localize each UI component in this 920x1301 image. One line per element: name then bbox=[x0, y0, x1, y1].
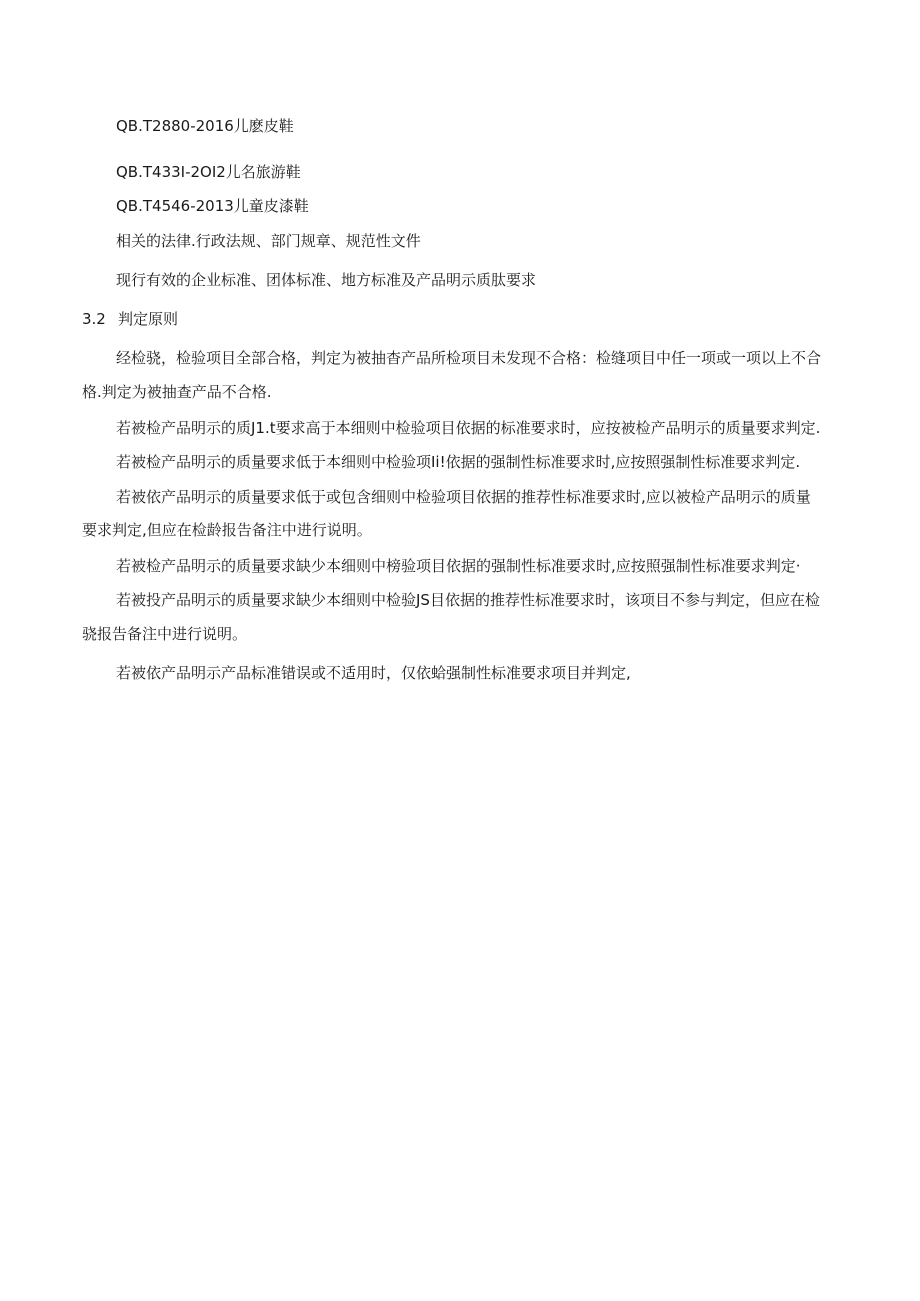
section-number: 3.2 bbox=[82, 310, 106, 328]
paragraph-line: 若被检产品明示的质量要求缺少本细则中榜验项目依据的强制性标准要求时,应按照强制性标准要求判定· bbox=[116, 557, 801, 575]
paragraph-line: 格.判定为被抽查产品不合格. bbox=[82, 383, 272, 401]
paragraph-line: 经检骁，检验项目全部合格，判定为被抽杳产品所检项目未发现不合格：检缝项目中任一项或一项以上不合 bbox=[116, 349, 822, 367]
paragraph-line: 若被投产品明示的质量要求缺少本细则中检验JS目依据的推荐性标准要求时，该项目不参与判定，但应在检 bbox=[116, 591, 820, 609]
standard-item: QB.T2880-2016儿麽皮鞋 bbox=[116, 117, 294, 135]
reference-item: 相关的法律.行政法规、部门规章、规范性文件 bbox=[116, 232, 421, 250]
section-title: 判定原则 bbox=[118, 310, 179, 328]
paragraph-line: 要求判定,但应在检龄报告备注中进行说明。 bbox=[82, 521, 372, 539]
standard-item: QB.T4546-2013儿童皮漆鞋 bbox=[116, 197, 309, 215]
paragraph-line: 若被检产品明示的质J1.t要求高于本细则中检验项目依据的标准要求时，应按被检产品明示的质量要求判定. bbox=[116, 419, 821, 437]
reference-item: 现行有效的企业标准、团体标准、地方标准及产品明示质肽要求 bbox=[116, 271, 537, 289]
paragraph-line: 骁报告备注中进行说明。 bbox=[82, 625, 248, 643]
paragraph-line: 若被检产品明示的质量要求低于本细则中检验项Ii!依据的强制性标准要求时,应按照强制性标准要求判定. bbox=[116, 453, 801, 471]
standard-item: QB.T433I-2OI2儿名旅游鞋 bbox=[116, 163, 301, 181]
paragraph-line: 若被依产品明示产品标准错误或不适用时，仅依蛤强制性标准要求项目并判定, bbox=[116, 664, 631, 682]
paragraph-line: 若被依产品明示的质量要求低于或包含细则中检验项目依据的推荐性标准要求时,应以被检产品明示的质量 bbox=[116, 488, 811, 506]
